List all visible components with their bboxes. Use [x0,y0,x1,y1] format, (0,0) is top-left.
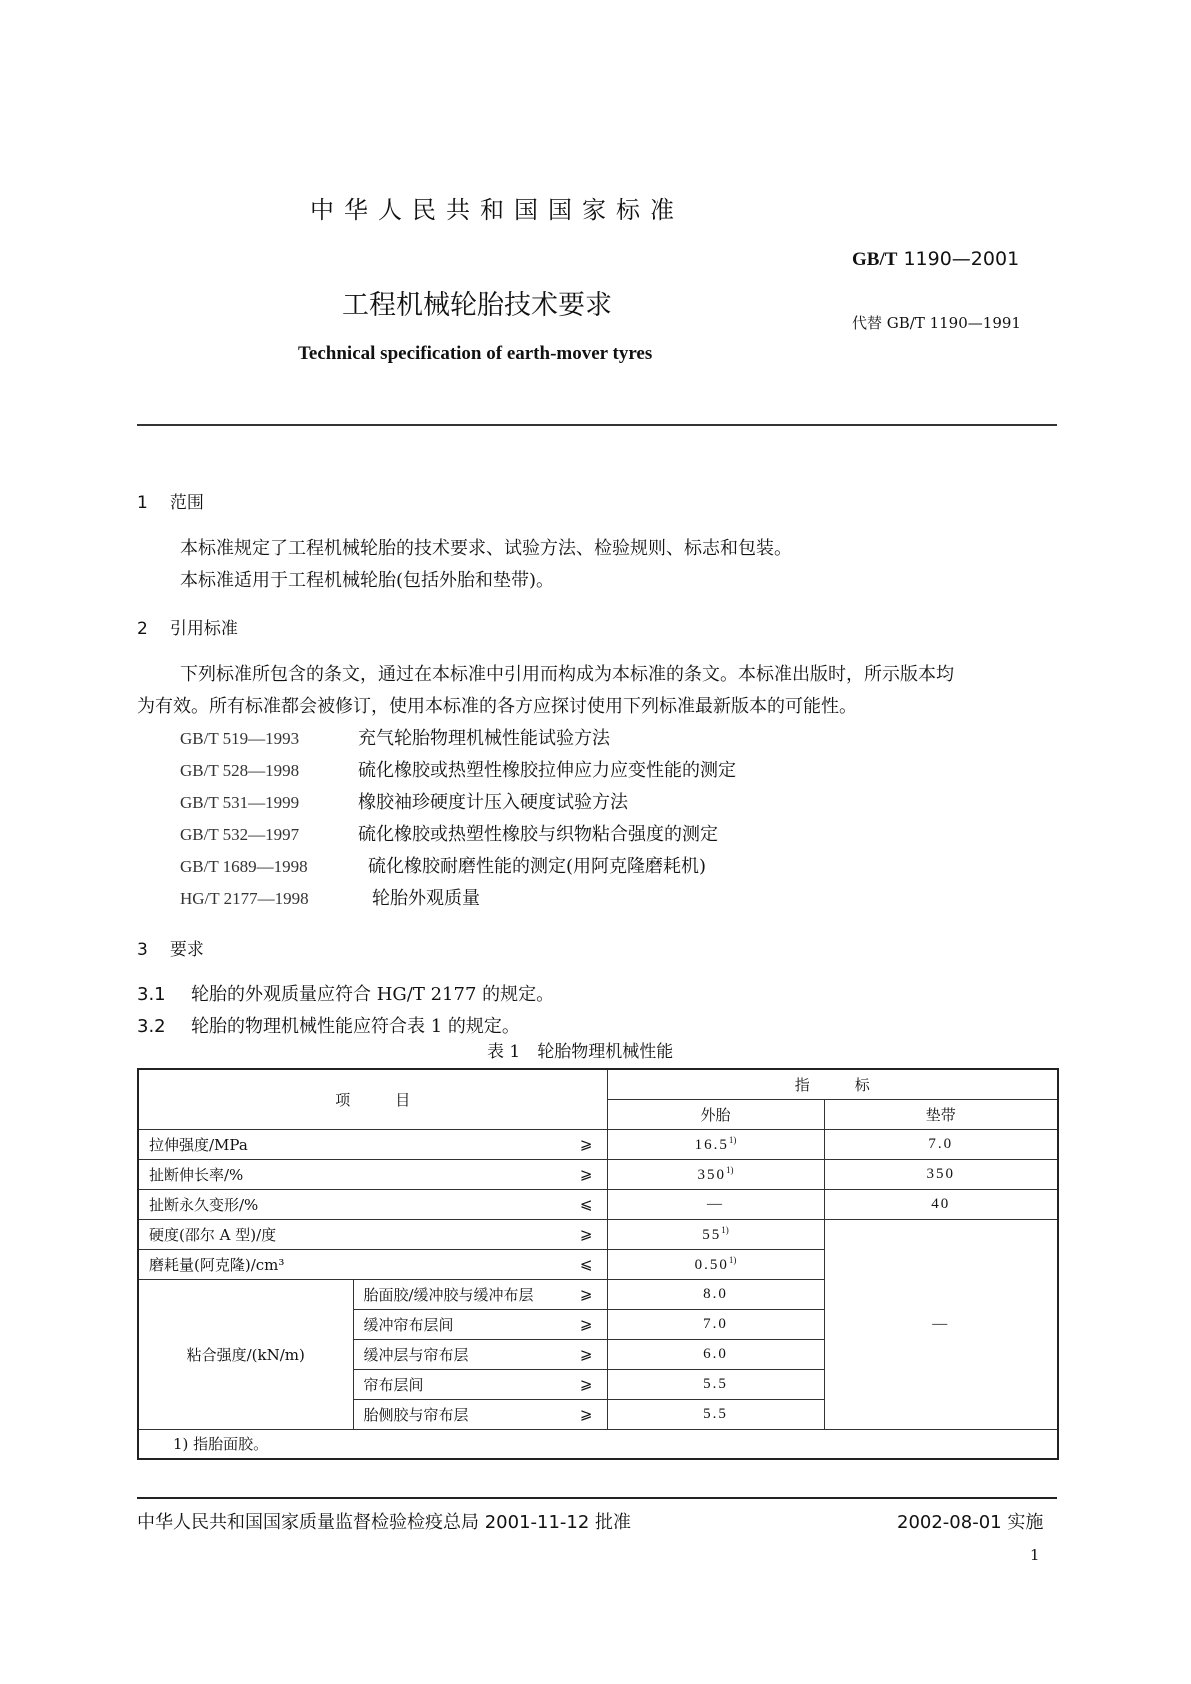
standard-number [852,248,1019,271]
effective-date: 2002-08-01 实施 [897,1512,1044,1533]
table-header-row [138,1069,1058,1099]
flap-value-merged: — [824,1219,1058,1429]
table-caption: 表 1 轮胎物理机械性能 [487,1042,674,1062]
row-label: 胎面胶/缓冲胶与缓冲布层 [353,1279,553,1309]
section-1-heading [137,488,204,513]
table-footnote: 1) 指胎面胶。 [138,1429,1058,1459]
tyre-value: — [607,1189,824,1219]
reference-item [180,852,706,878]
header-divider [137,424,1057,426]
tyre-value: 5.5 [607,1399,824,1429]
footnote-mark: 1) [721,1224,729,1235]
value: 350 [697,1166,726,1183]
standard-number-value: 1190—2001 [903,248,1020,270]
row-label: 缓冲层与帘布层 [353,1339,553,1369]
row-label: 扯断伸长率/% [138,1159,553,1189]
standard-prefix: GB/T [852,249,898,270]
header-flap: 垫带 [824,1099,1058,1129]
replaces-standard: 代替 GB/T 1190—1991 [852,314,1021,332]
reference-code: GB/T 528—1998 [180,761,300,780]
table-row [138,1219,1058,1249]
reference-title: 硫化橡胶或热塑性橡胶拉伸应力应变性能的测定 [358,760,736,781]
value: 16.5 [694,1136,729,1153]
clause-text: 轮胎的物理机械性能应符合表 1 的规定。 [191,1016,520,1037]
reference-title: 橡胶袖珍硬度计压入硬度试验方法 [358,792,628,813]
header-index: 指 标 [607,1069,1058,1099]
reference-code: GB/T 1689—1998 [180,857,308,876]
footnote-mark: 1) [728,1134,737,1145]
row-operator: ⩽ [553,1249,607,1279]
footnote-mark: 1) [728,1254,737,1265]
table-row [138,1129,1058,1159]
clause-3-2 [137,1012,520,1038]
reference-code: HG/T 2177—1998 [180,889,309,908]
tyre-value [607,1219,824,1249]
flap-value: 40 [824,1189,1058,1219]
reference-title: 硫化橡胶耐磨性能的测定(用阿克隆磨耗机) [368,856,707,877]
table-row [138,1189,1058,1219]
footer-divider [137,1497,1057,1499]
paragraph: 本标准适用于工程机械轮胎(包括外胎和垫带)。 [180,570,555,591]
reference-code: GB/T 531—1999 [180,793,300,812]
reference-title: 充气轮胎物理机械性能试验方法 [358,728,610,749]
tyre-value [607,1159,824,1189]
row-operator: ⩾ [553,1399,607,1429]
tyre-value: 8.0 [607,1279,824,1309]
properties-table [137,1068,1059,1460]
row-label: 胎侧胶与帘布层 [353,1399,553,1429]
reference-item [180,884,480,910]
reference-item [180,756,736,782]
paragraph: 本标准规定了工程机械轮胎的技术要求、试验方法、检验规则、标志和包装。 [180,538,792,559]
row-label: 硬度(邵尔 A 型)/度 [138,1219,553,1249]
paragraph-line: 下列标准所包含的条文，通过在本标准中引用而构成为本标准的条文。本标准出版时，所示版本均 [180,664,954,685]
reference-code: GB/T 532—1997 [180,825,300,844]
value: 0.50 [694,1256,729,1273]
flap-value: 350 [824,1159,1058,1189]
reference-item [180,724,610,750]
tyre-value: 5.5 [607,1369,824,1399]
footnote-mark: 1) [726,1164,734,1175]
document-title: 工程机械轮胎技术要求 [342,290,612,321]
row-label: 帘布层间 [353,1369,553,1399]
reference-title: 轮胎外观质量 [372,888,480,909]
section-title: 引用标准 [169,619,238,639]
value: 55 [702,1226,722,1243]
tyre-value: 6.0 [607,1339,824,1369]
row-operator: ⩾ [553,1219,607,1249]
page-number: 1 [1030,1546,1040,1564]
section-number: 3 [137,940,148,960]
paragraph-line: 为有效。所有标准都会被修订，使用本标准的各方应探讨使用下列标准最新版本的可能性。 [137,696,857,717]
section-title: 范围 [169,493,204,513]
table-footnote-row [138,1429,1058,1459]
reference-item [180,788,628,814]
row-operator: ⩾ [553,1159,607,1189]
header-item: 项 目 [138,1069,607,1129]
tyre-value: 7.0 [607,1309,824,1339]
row-label: 缓冲帘布层间 [353,1309,553,1339]
section-number: 1 [137,493,148,513]
row-label: 磨耗量(阿克隆)/cm³ [138,1249,553,1279]
section-number: 2 [137,619,148,639]
clause-text: 轮胎的外观质量应符合 HG/T 2177 的规定。 [191,984,555,1005]
row-operator: ⩾ [553,1279,607,1309]
row-label: 拉伸强度/MPa [138,1129,553,1159]
clause-number: 3.2 [137,1016,166,1037]
flap-value: 7.0 [824,1129,1058,1159]
section-2-heading [137,614,238,639]
row-operator: ⩾ [553,1339,607,1369]
approval-line: 中华人民共和国国家质量监督检验检疫总局 2001-11-12 批准 [137,1512,632,1533]
row-label: 扯断永久变形/% [138,1189,553,1219]
row-operator: ⩾ [553,1369,607,1399]
tyre-value [607,1249,824,1279]
tyre-value [607,1129,824,1159]
row-operator: ⩾ [553,1309,607,1339]
row-operator: ⩽ [553,1189,607,1219]
header-tyre: 外胎 [607,1099,824,1129]
section-title: 要求 [169,940,204,960]
clause-3-1 [137,980,554,1006]
adhesion-label: 粘合强度/(kN/m) [138,1279,353,1429]
section-3-heading [137,935,204,960]
reference-code: GB/T 519—1993 [180,729,300,748]
table-row [138,1159,1058,1189]
reference-item [180,820,718,846]
national-standard-title: 中华人民共和国国家标准 [310,196,684,224]
english-title: Technical specification of earth-mover tyres [298,343,653,364]
row-operator: ⩾ [553,1129,607,1159]
reference-title: 硫化橡胶或热塑性橡胶与织物粘合强度的测定 [358,824,718,845]
clause-number: 3.1 [137,984,166,1005]
